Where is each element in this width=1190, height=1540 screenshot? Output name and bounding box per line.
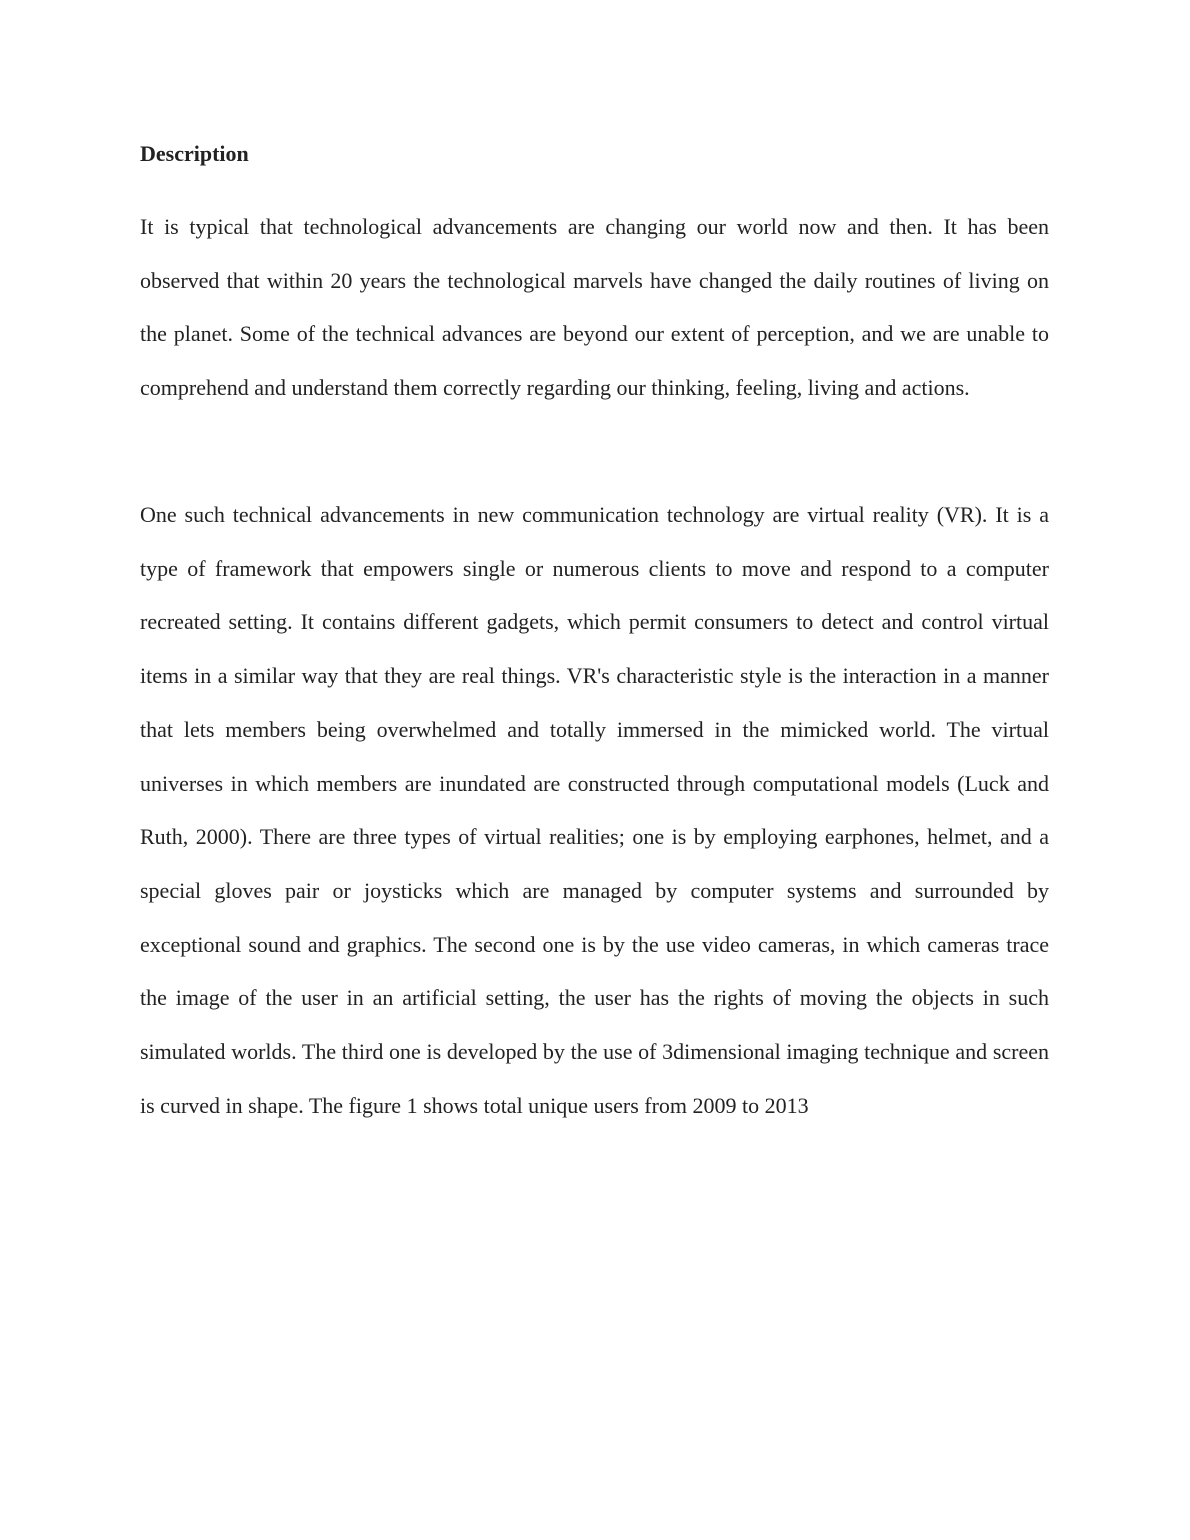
section-heading: Description bbox=[140, 141, 249, 166]
paragraph-intro: It is typical that technological advancements are changing our world now and then. It has been observed that within 20 years the technological marvels have changed the daily routines of living on the planet. Some of the technical advances are beyond our extent of perception, and we are unable to comprehend and understand them correctly regarding our thinking, feeling, living and actions. bbox=[140, 214, 1049, 401]
paragraph-virtual-reality: One such technical advancements in new communication technology are virtual reality (VR). It is a type of framework that empowers single or numerous clients to move and respond to a computer recreated setting. It contains different gadgets, which permit consumers to detect and control virtual items in a similar way that they are real things. VR's characteristic style is the interaction in a manner that lets members being overwhelmed and totally immersed in the mimicked world. The virtual universes in which members are inundated are constructed through computational models (Luck and Ruth, 2000). There are three types of virtual realities; one is by employing earphones, helmet, and a special gloves pair or joysticks which are managed by computer systems and surrounded by exceptional sound and graphics. The second one is by the use video cameras, in which cameras trace the image of the user in an artificial setting, the user has the rights of moving the objects in such simulated worlds. The third one is developed by the use of 3dimensional imaging technique and screen is curved in shape. The figure 1 shows total unique users from 2009 to 2013 bbox=[140, 502, 1049, 1118]
